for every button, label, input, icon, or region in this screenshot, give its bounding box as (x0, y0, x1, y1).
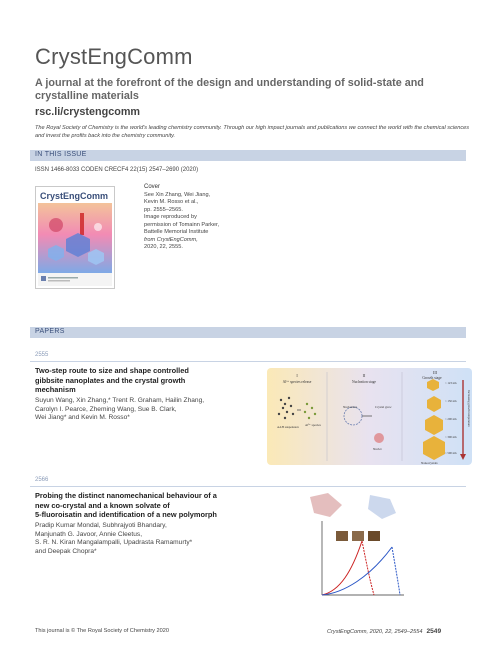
footer-citation (327, 628, 441, 635)
figure-col2-sub: Nucleation stage (351, 380, 377, 384)
figure-size: ~ 300 nm (445, 435, 457, 439)
papers-band (30, 327, 466, 338)
paper-authors: Pradip Kumar Mondal, Subhrajyoti Bhandary, Manjunath G. Javoor, Annie Cleetus, S. R. N. Kiran Mangalampalli, Upadrasta Ramamurty* and Deepak Chopra* (35, 522, 193, 555)
figure-graphic (267, 368, 472, 465)
footer-citation-text: CrystEngComm, 2020, 22, 2549–2554 (327, 629, 423, 635)
cover-caption (144, 184, 244, 252)
cover-image[interactable] (35, 186, 115, 289)
paper-page-number: 2555 (35, 352, 49, 358)
figure-col1-sub: Al³⁺ species release (282, 380, 312, 384)
figure-label: Crystal grow (375, 405, 392, 409)
figure-size: ~ 200 nm (445, 417, 457, 421)
cover-line: Image reproduced by (144, 214, 197, 220)
in-this-issue-band (30, 150, 466, 161)
divider (30, 486, 466, 487)
figure-size: ~ 500 nm (445, 451, 457, 455)
figure-col2: II (362, 373, 366, 378)
paper-authors: Suyun Wang, Xin Zhang,* Trent R. Graham, Hailin Zhang, Carolyn I. Pearce, Zheming Wang, Sue B. Clark, Wei Jiang* and Kevin M. Rosso* (35, 397, 205, 421)
figure-label: Increasing growth temperature (467, 390, 471, 427)
paper-page-number: 2566 (35, 477, 49, 483)
figure-graphic (300, 491, 410, 606)
cover-line: Kevin M. Rosso et al., (144, 199, 199, 205)
issn-line: ISSN 1466-8033 CODEN CRECF4 22(15) 2547–2690 (2020) (35, 167, 199, 173)
cover-line: Battelle Memorial Institute (144, 229, 209, 235)
journal-blurb: The Royal Society of Chemistry is the world's leading chemistry community. Through our high impact journals and publications we connect the world with the chemical sciences and invest the profits back into the chemistry community. (35, 125, 470, 139)
figure-label: Nucleation (343, 405, 357, 409)
paper-figure-gibbsite[interactable] (267, 368, 472, 465)
divider (30, 361, 466, 362)
figure-size: ~ 150 nm (445, 399, 457, 403)
figure-size: ~ 123 nm (445, 381, 457, 385)
figure-label: Nuclei (373, 447, 382, 451)
footer-copyright: This journal is © The Royal Society of Chemistry 2020 (35, 628, 169, 634)
figure-col3-sub: Growth stage (422, 376, 442, 380)
cover-label: Cover (144, 184, 161, 190)
journal-url[interactable]: rsc.li/crystengcomm (35, 106, 141, 118)
cover-line: permission of Tomainn Parker, (144, 221, 220, 228)
cover-line: 2020, 22, 2555. (144, 244, 183, 250)
figure-label: Al³⁺ species (305, 423, 321, 427)
cover-line: pp. 2555–2565. (144, 206, 183, 213)
papers-heading: PAPERS (35, 328, 65, 335)
in-this-issue-heading: IN THIS ISSUE (35, 151, 87, 158)
paper-title[interactable]: Probing the distinct nanomechanical behaviour of a new co-crystal and a known solvate of 5-fluoroisatin and identification of a new polymorph (35, 491, 217, 519)
footer-page-number: 2549 (426, 628, 442, 635)
figure-col3: III (433, 370, 437, 375)
cover-line: from CrystEngComm, (144, 236, 198, 243)
figure-label: Nanocrystals (421, 461, 438, 465)
journal-title: CrystEngComm (35, 44, 193, 69)
cover-artwork (36, 187, 114, 288)
cover-line: See Xin Zhang, Wei Jiang, (144, 191, 211, 198)
cover-journal-name: CrystEngComm (40, 191, 109, 201)
figure-col1: I (296, 373, 298, 378)
paper-figure-nanoindentation[interactable] (300, 491, 410, 606)
journal-subtitle: A journal at the forefront of the design and understanding of solid-state and crystalline materials (35, 77, 424, 102)
figure-label: AAH suspension (277, 425, 299, 429)
paper-title[interactable]: Two-step route to size and shape controlled gibbsite nanoplates and the crystal growth mechanism (35, 366, 189, 394)
